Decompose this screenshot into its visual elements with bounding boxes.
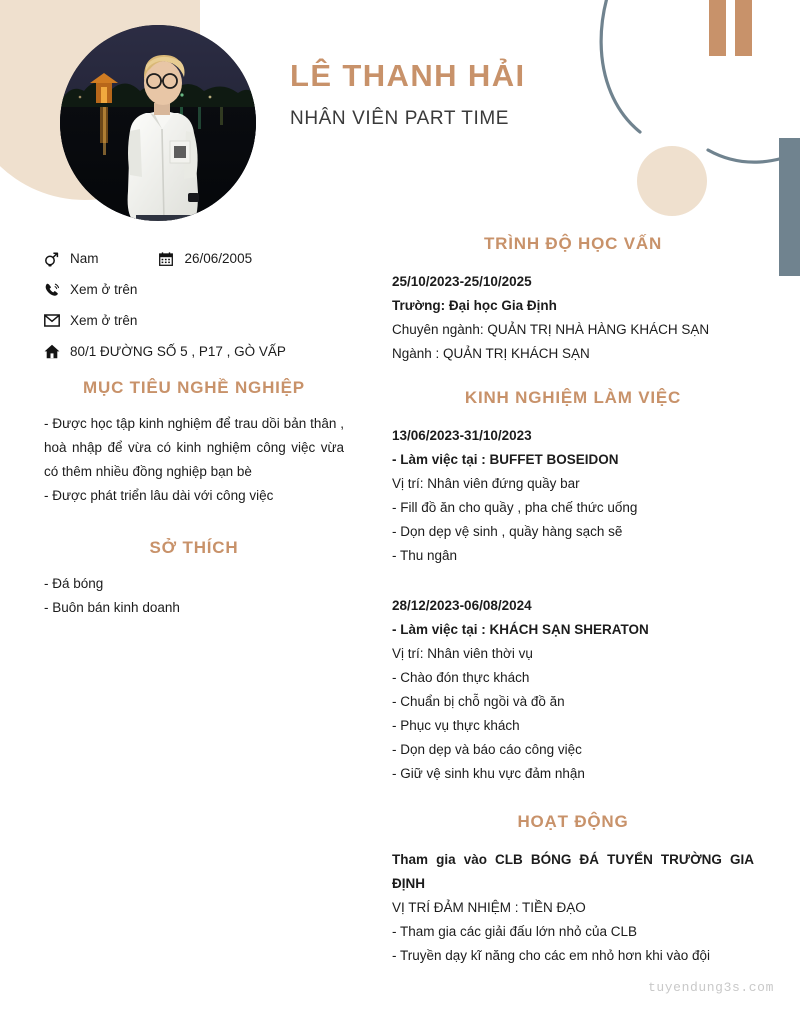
section-heading-objective: MỤC TIÊU NGHỀ NGHIỆP (83, 378, 305, 397)
experience-employer: - Làm việc tại : BUFFET BOSEIDON (392, 452, 619, 468)
contact-info (44, 243, 374, 367)
beige-circle-decoration (637, 146, 707, 216)
section-gap (392, 790, 754, 812)
home-icon (44, 344, 70, 359)
experience-duty: - Fill đồ ăn cho quầy , pha chế thức uống (392, 500, 638, 516)
experience-duty: - Thu ngân (392, 548, 458, 564)
section-gap (44, 508, 344, 538)
contact-row-gender-birthdate (44, 243, 374, 274)
section-activities (392, 812, 754, 968)
experience-entry (392, 594, 754, 786)
activity-position: VỊ TRÍ ĐẢM NHIỆM : TIỀN ĐẠO (392, 900, 586, 916)
contact-row-email (44, 305, 374, 336)
gender-value: Nam (70, 251, 99, 266)
experience-period: 28/12/2023-06/08/2024 (392, 598, 532, 614)
experience-entry (392, 424, 754, 568)
section-heading-hobbies: SỞ THÍCH (149, 538, 239, 558)
activity-title: Tham gia vào CLB BÓNG ĐÁ TUYỂN TRƯỜNG GIA ĐỊNH (392, 852, 754, 892)
slate-bar-decoration (779, 138, 800, 276)
site-watermark: tuyendung3s.com (647, 980, 774, 995)
activity-item: - Tham gia các giải đấu lớn nhỏ của CLB (392, 924, 637, 940)
experience-duty: - Chào đón thực khách (392, 670, 530, 686)
job-title: NHÂN VIÊN PART TIME (290, 107, 510, 129)
section-heading-activities: HOẠT ĐỘNG (517, 812, 629, 832)
right-column (392, 234, 754, 968)
activity-item: - Truyền dạy kĩ năng cho các em nhỏ hơn khi vào đội (392, 948, 711, 964)
education-field: Ngành : QUẢN TRỊ KHÁCH SẠN (392, 346, 590, 362)
page-title: LÊ THANH HẢI (290, 58, 526, 93)
contact-row-phone (44, 274, 374, 305)
profile-photo (60, 25, 256, 221)
section-hobbies (44, 538, 344, 620)
orange-bar-left-decoration (709, 0, 726, 56)
experience-duty: - Phục vụ thực khách (392, 718, 520, 734)
birthdate-value: 26/06/2005 (184, 251, 253, 266)
experience-employer: - Làm việc tại : KHÁCH SẠN SHERATON (392, 622, 649, 638)
envelope-icon (44, 314, 70, 327)
section-gap (392, 366, 754, 388)
section-career-objective (44, 378, 344, 508)
section-heading-education: TRÌNH ĐỘ HỌC VẤN (483, 234, 663, 253)
objective-line-2: - Được phát triển lâu dài với công việc (44, 488, 274, 504)
calendar-icon (159, 252, 185, 266)
experience-position: Vị trí: Nhân viên đứng quầy bar (392, 476, 580, 492)
hobby-item: - Buôn bán kinh doanh (44, 600, 180, 616)
experience-duty: - Dọn dẹp và báo cáo công việc (392, 742, 582, 758)
phone-icon (44, 282, 70, 298)
phone-value: Xem ở trên (70, 282, 138, 297)
section-heading-experience: KINH NGHIỆM LÀM VIỆC (464, 388, 682, 408)
hobby-item: - Đá bóng (44, 576, 104, 592)
gender-icon (44, 250, 70, 267)
left-column (44, 378, 344, 620)
objective-line-1: - Được học tập kinh nghiệm để trau dồi bản thân , hoà nhập để vừa có kinh nghiệm công việc vừa có thêm nhiều đồng nghiệp bạn bè (44, 416, 344, 480)
education-major: Chuyên ngành: QUẢN TRỊ NHÀ HÀNG KHÁCH SẠN (392, 322, 710, 338)
experience-period: 13/06/2023-31/10/2023 (392, 428, 532, 444)
entry-gap (392, 572, 754, 594)
education-period: 25/10/2023-25/10/2025 (392, 274, 532, 289)
email-value: Xem ở trên (70, 313, 138, 328)
orange-bar-right-decoration (735, 0, 752, 56)
experience-duty: - Dọn dẹp vệ sinh , quầy hàng sạch sẽ (392, 524, 623, 540)
identity-block (290, 58, 526, 130)
section-work-experience (392, 388, 754, 786)
contact-row-address (44, 336, 374, 367)
experience-duty: - Chuẩn bị chỗ ngồi và đồ ăn (392, 694, 565, 710)
address-value: 80/1 ĐƯỜNG SỐ 5 , P17 , GÒ VẤP (70, 344, 286, 359)
experience-position: Vị trí: Nhân viên thời vụ (392, 646, 533, 662)
section-education (392, 234, 754, 366)
education-school: Trường: Đại học Gia Định (392, 298, 557, 314)
experience-duty: - Giữ vệ sinh khu vực đảm nhận (392, 766, 585, 782)
